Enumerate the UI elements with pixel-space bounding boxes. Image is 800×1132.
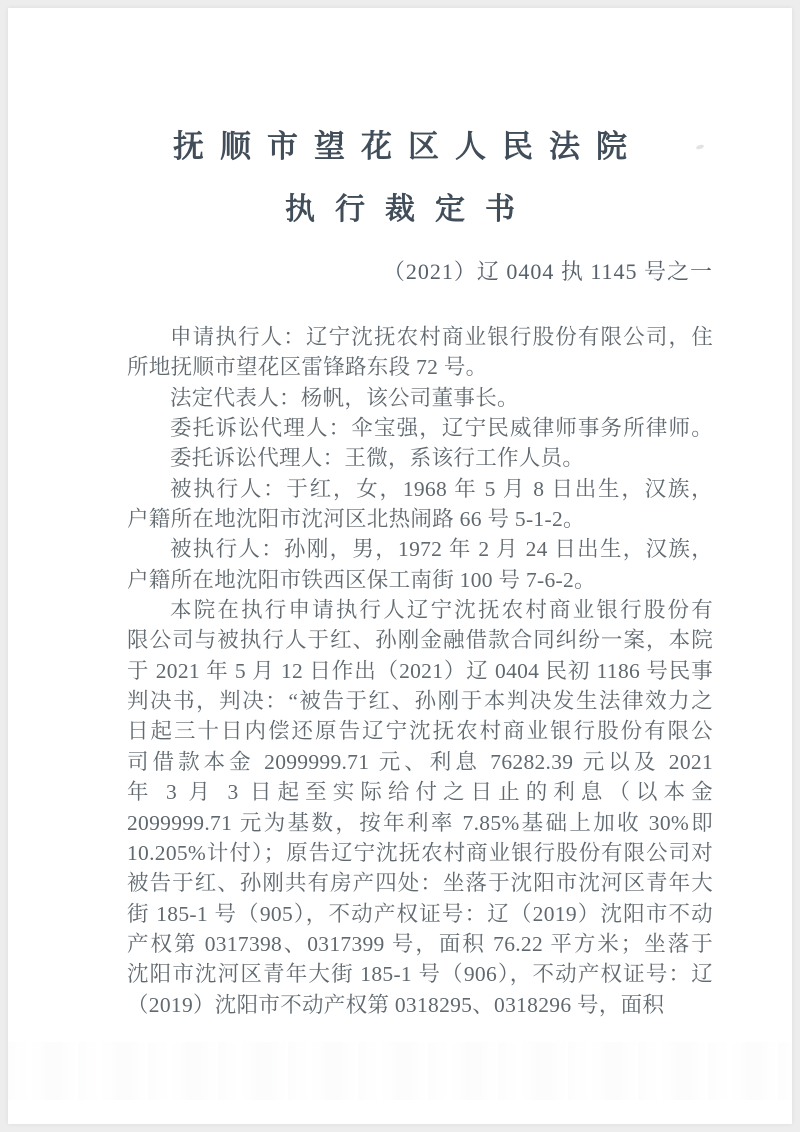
document-line: 判决书，判决：“被告于红、孙刚于本判决发生法律效力之 xyxy=(127,689,713,714)
case-number: （2021）辽 0404 执 1145 号之一 xyxy=(382,259,713,284)
document-line: 10.205%计付）；原告辽宁沈抚农村商业银行股份有限公司对 xyxy=(127,840,713,865)
document-line: 申请执行人：辽宁沈抚农村商业银行股份有限公司，住 xyxy=(170,325,713,349)
document-page xyxy=(8,8,792,1124)
document-line: 于 2021 年 5 月 12 日作出（2021）辽 0404 民初 1186 号民事 xyxy=(127,658,713,683)
document-line: 法定代表人：杨帆，该公司董事长。 xyxy=(170,385,519,410)
document-line: 沈阳市沈河区青年大街 185-1 号（906），不动产权证号：辽 xyxy=(127,962,713,987)
court-name-title: 抚顺市望花区人民法院 xyxy=(173,129,643,164)
document-line: 被执行人：于红，女，1968 年 5 月 8 日出生，汉族， xyxy=(170,476,713,501)
document-type-title: 执行裁定书 xyxy=(285,193,535,226)
document-line: 司借款本金 2099999.71 元、利息 76282.39 元以及 2021 xyxy=(127,749,713,774)
document-text-block xyxy=(127,8,713,1124)
document-line: 街 185-1 号（905），不动产权证号：辽（2019）沈阳市不动 xyxy=(127,901,713,926)
document-line: 委托诉讼代理人：王微，系该行工作人员。 xyxy=(170,446,585,471)
document-line: 委托诉讼代理人：伞宝强，辽宁民威律师事务所律师。 xyxy=(170,416,713,441)
document-line: （2019）沈阳市不动产权第 0318295、0318296 号，面积 xyxy=(127,992,665,1017)
document-line: 限公司与被执行人于红、孙刚金融借款合同纠纷一案，本院 xyxy=(127,628,713,653)
document-line: 被告于红、孙刚共有房产四处：坐落于沈阳市沈河区青年大 xyxy=(127,871,713,896)
document-line: 本院在执行申请执行人辽宁沈抚农村商业银行股份有 xyxy=(170,598,713,623)
document-line: 所地抚顺市望花区雷锋路东段 72 号。 xyxy=(127,355,488,380)
document-line: 2099999.71 元为基数，按年利率 7.85%基础上加收 30%即 xyxy=(127,810,713,835)
document-line: 产权第 0317398、0317399 号，面积 76.22 平方米；坐落于 xyxy=(127,931,713,956)
document-line: 年 3 月 3 日起至实际给付之日止的利息（以本金 xyxy=(127,780,713,805)
document-line: 日起三十日内偿还原告辽宁沈抚农村商业银行股份有限公 xyxy=(127,719,713,744)
document-line: 户籍所在地沈阳市铁西区保工南街 100 号 7-6-2。 xyxy=(127,567,596,592)
scan-noise-band xyxy=(8,1042,792,1100)
document-body xyxy=(127,322,713,1020)
document-line: 被执行人：孙刚，男，1972 年 2 月 24 日出生，汉族， xyxy=(170,537,713,562)
document-line: 户籍所在地沈阳市沈河区北热闹路 66 号 5-1-2。 xyxy=(127,507,585,532)
